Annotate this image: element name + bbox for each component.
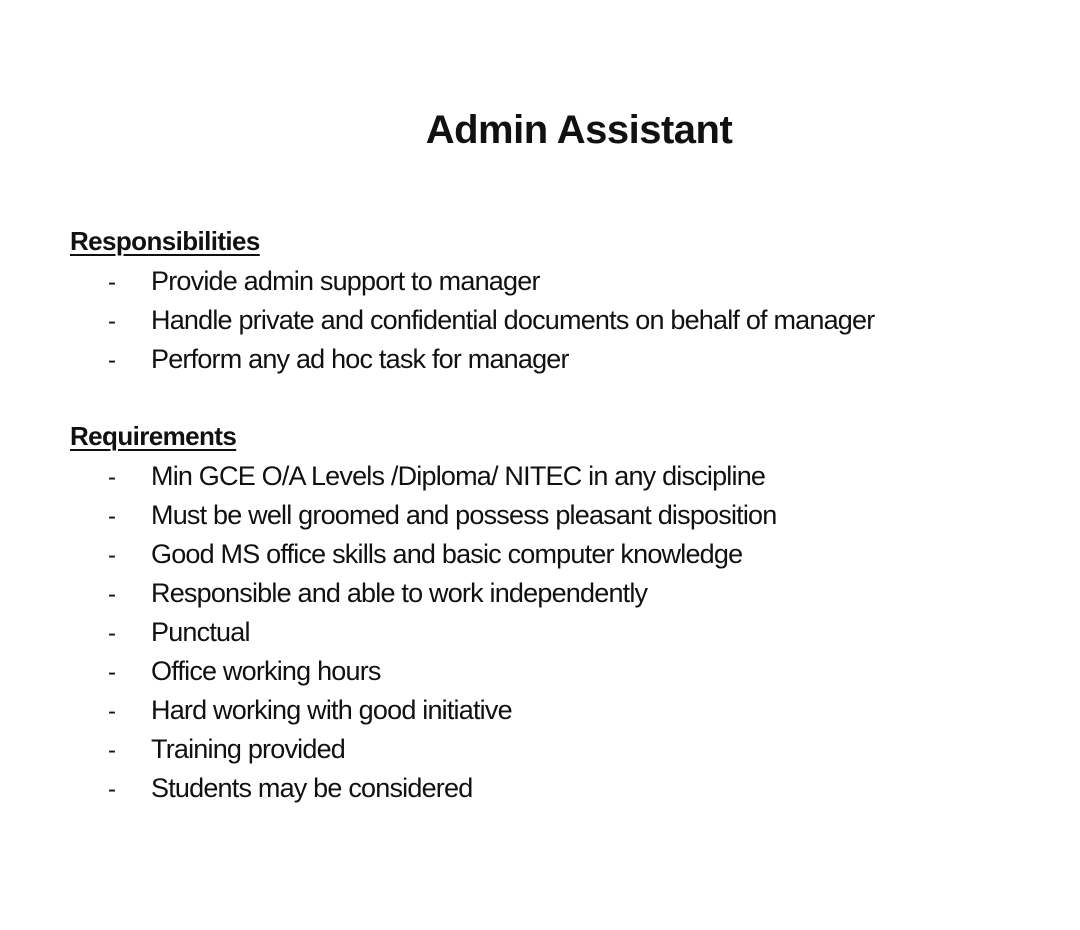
dash-bullet-icon: - <box>108 347 116 374</box>
list-item-text: Office working hours <box>151 656 381 686</box>
list-item-text: Responsible and able to work independently <box>151 578 648 608</box>
list-item <box>108 341 874 380</box>
dash-bullet-icon: - <box>108 659 116 686</box>
list-item <box>108 536 776 575</box>
list-item <box>108 653 776 692</box>
requirements-heading: Requirements <box>70 421 237 451</box>
list-item-text: Handle private and confidential documents on behalf of manager <box>151 305 875 335</box>
list-item-text: Training provided <box>151 734 346 764</box>
list-item-text: Must be well groomed and possess pleasant disposition <box>151 500 777 530</box>
list-item <box>108 302 874 341</box>
list-item <box>108 263 874 302</box>
list-item-text: Perform any ad hoc task for manager <box>151 344 569 374</box>
dash-bullet-icon: - <box>108 503 116 530</box>
list-item <box>108 770 776 809</box>
list-item <box>108 575 776 614</box>
list-item-text: Good MS office skills and basic computer knowledge <box>151 539 743 569</box>
list-item-text: Punctual <box>151 617 250 647</box>
list-item-text: Min GCE O/A Levels /Diploma/ NITEC in any discipline <box>151 461 766 491</box>
dash-bullet-icon: - <box>108 776 116 803</box>
dash-bullet-icon: - <box>108 308 116 335</box>
list-item-text: Students may be considered <box>151 773 473 803</box>
list-item <box>108 458 776 497</box>
dash-bullet-icon: - <box>108 620 116 647</box>
responsibilities-list <box>108 263 874 380</box>
list-item-text: Provide admin support to manager <box>151 266 540 296</box>
dash-bullet-icon: - <box>108 581 116 608</box>
dash-bullet-icon: - <box>108 269 116 296</box>
list-item <box>108 692 776 731</box>
dash-bullet-icon: - <box>108 542 116 569</box>
dash-bullet-icon: - <box>108 698 116 725</box>
list-item <box>108 731 776 770</box>
list-item-text: Hard working with good initiative <box>151 695 512 725</box>
list-item <box>108 497 776 536</box>
list-item <box>108 614 776 653</box>
responsibilities-heading: Responsibilities <box>70 226 260 256</box>
page-title: Admin Assistant <box>425 108 733 152</box>
dash-bullet-icon: - <box>108 737 116 764</box>
dash-bullet-icon: - <box>108 464 116 491</box>
requirements-list <box>108 458 776 809</box>
